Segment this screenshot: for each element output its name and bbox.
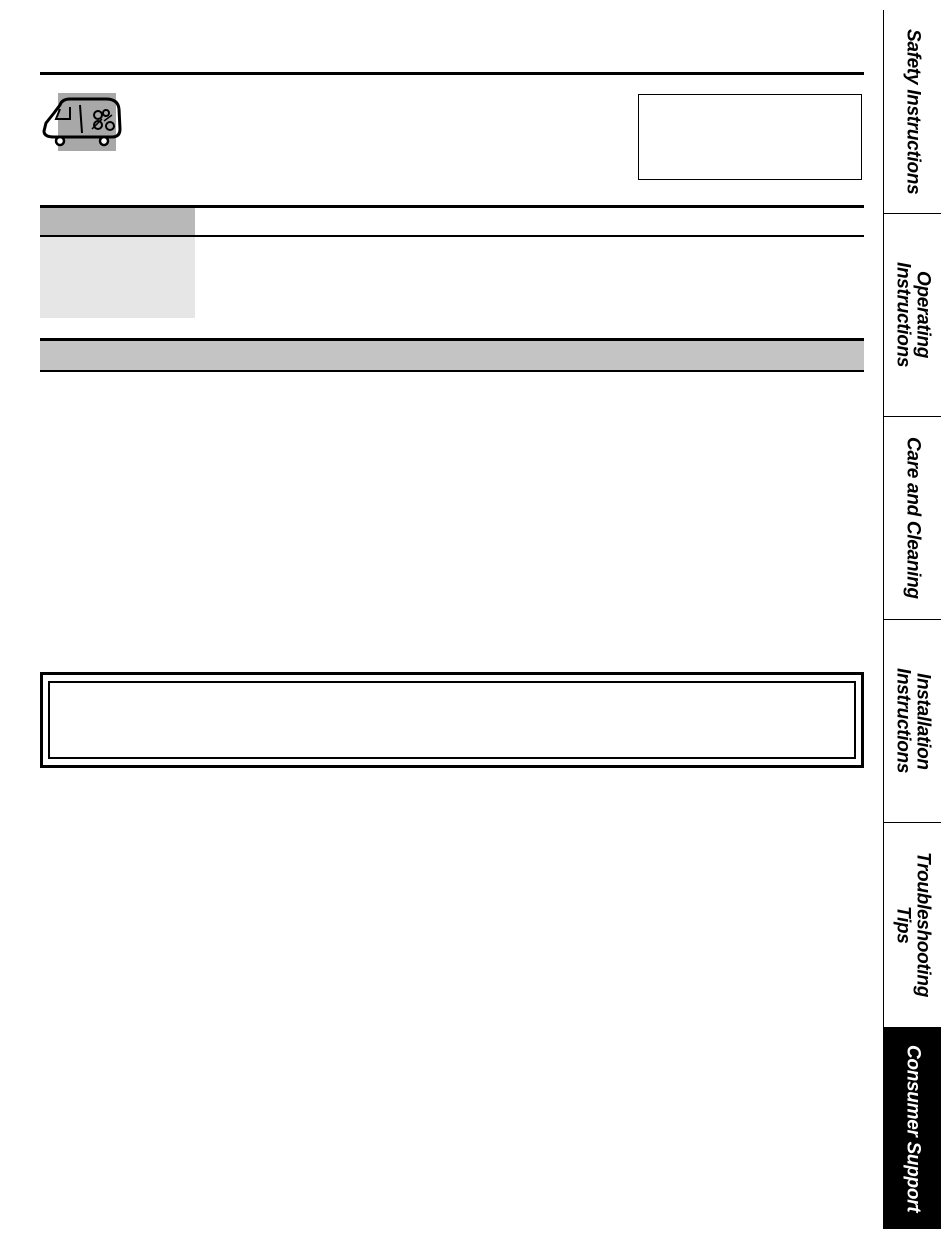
sidebar-tab-label: Installation Instructions — [892, 668, 934, 774]
sidebar-tab-consumer-support[interactable] — [884, 1027, 941, 1229]
sidebar-tab-label: Care and Cleaning — [902, 437, 924, 599]
sidebar-tab-label: Operating Instructions — [892, 262, 934, 368]
section-tab-body — [40, 237, 195, 318]
header-rule — [40, 72, 864, 75]
heading-bar — [40, 341, 864, 370]
top-right-box — [638, 94, 862, 180]
notice-box-inner — [48, 681, 856, 759]
section-tab-top — [40, 208, 195, 235]
sidebar-tab-label: Consumer Support — [902, 1044, 924, 1213]
moving-truck-icon — [40, 93, 124, 153]
sidebar-tab-operating-instructions[interactable] — [884, 213, 941, 416]
sidebar-tab-safety-instructions[interactable] — [884, 10, 941, 213]
section-sidebar — [883, 10, 941, 1229]
sidebar-tab-label: Safety Instructions — [902, 28, 924, 195]
sidebar-tab-label: Troubleshooting Tips — [892, 852, 934, 998]
heading-bar-bottom-rule — [40, 370, 864, 372]
sidebar-tab-care-and-cleaning[interactable] — [884, 416, 941, 619]
sidebar-tab-installation-instructions[interactable] — [884, 619, 941, 822]
sidebar-tab-troubleshooting-tips[interactable] — [884, 822, 941, 1027]
notice-box — [40, 672, 864, 768]
moving-truck-logo — [40, 93, 124, 153]
